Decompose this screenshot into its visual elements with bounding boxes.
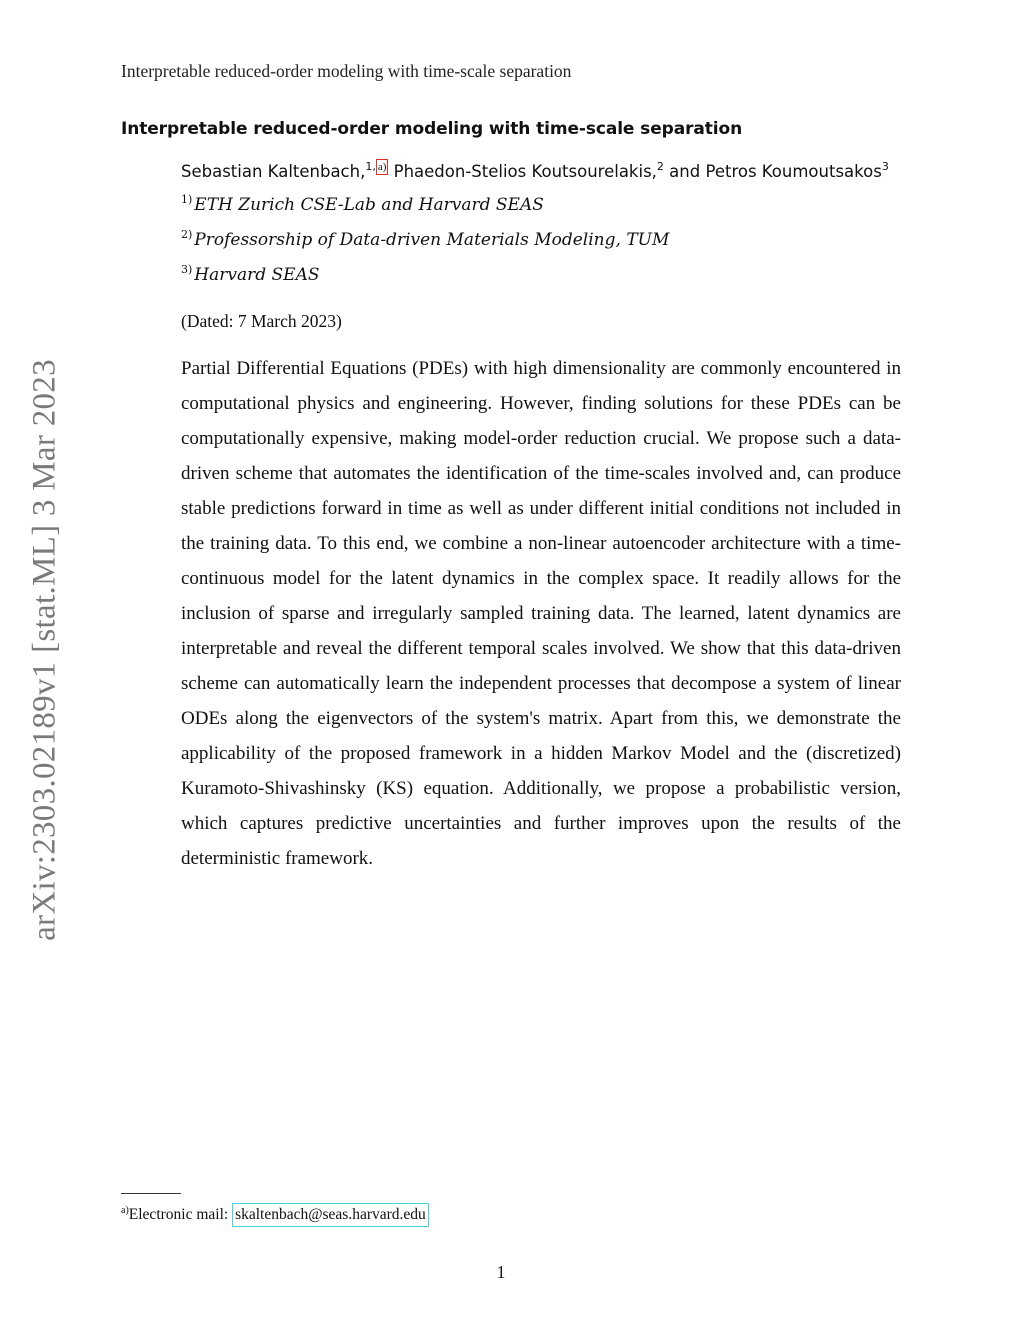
affiliation-mark: 1) — [181, 193, 193, 206]
date-line: (Dated: 7 March 2023) — [181, 311, 342, 331]
affiliation-mark: 2) — [181, 228, 193, 241]
footnote-mark: a) — [121, 1205, 129, 1216]
affiliation-2 — [181, 230, 669, 250]
author-affiliation-mark: 1, — [365, 160, 376, 173]
author-list — [181, 159, 889, 181]
paper-title: Interpretable reduced-order modeling with time-scale separation — [121, 119, 743, 139]
page-number: 1 — [496, 1262, 506, 1282]
arxiv-stamp: arXiv:2303.02189v1 [stat.ML] 3 Mar 2023 — [26, 359, 63, 941]
author-affiliation-mark: 3 — [881, 160, 889, 173]
footnote-label: Electronic mail: — [128, 1206, 233, 1223]
affiliation-mark: 3) — [181, 263, 193, 276]
affiliation-text: Professorship of Data-driven Materials Modeling, TUM — [194, 230, 670, 250]
email-link[interactable]: skaltenbach@seas.harvard.edu — [232, 1203, 429, 1227]
affiliation-text: ETH Zurich CSE-Lab and Harvard SEAS — [194, 195, 544, 215]
affiliation-text: Harvard SEAS — [194, 265, 320, 285]
author-conjunction: and — [669, 162, 701, 181]
running-header: Interpretable reduced-order modeling with time-scale separation — [121, 61, 572, 81]
footnote — [121, 1203, 429, 1227]
footnote-divider — [121, 1193, 181, 1194]
abstract: Partial Differential Equations (PDEs) with high dimensionality are commonly encountered in computational physics and engineering. However, finding solutions for these PDEs can be computationally expensive, making model-order reduction crucial. We propose such a data-driven scheme that automates the identification of the time-scales involved and, can produce stable predictions forward in time as well as under different initial conditions not included in the training data. To this end, we combine a non-linear autoencoder architecture with a time-continuous model for the latent dynamics in the complex space. It readily allows for the inclusion of sparse and irregularly sampled training data. The learned, latent dynamics are interpretable and reveal the different temporal scales involved. We show that this data-driven scheme can automatically learn the independent processes that decompose a system of linear ODEs along the eigenvectors of the system's matrix. Apart from this, we demonstrate the applicability of the proposed framework in a hidden Markov Model and the (discretized) Kuramoto-Shivashinsky (KS) equation. Additionally, we propose a probabilistic version, which captures predictive uncertainties and further improves upon the results of the deterministic framework. — [181, 358, 901, 869]
affiliation-1 — [181, 195, 544, 215]
author-name: Petros Koumoutsakos — [705, 162, 882, 181]
author-affiliation-mark: 2 — [656, 160, 664, 173]
author-name: Sebastian Kaltenbach, — [181, 162, 366, 181]
author-name: Phaedon-Stelios Koutsourelakis, — [393, 162, 657, 181]
affiliation-3 — [181, 265, 320, 285]
footnote-link[interactable]: a) — [377, 161, 387, 173]
